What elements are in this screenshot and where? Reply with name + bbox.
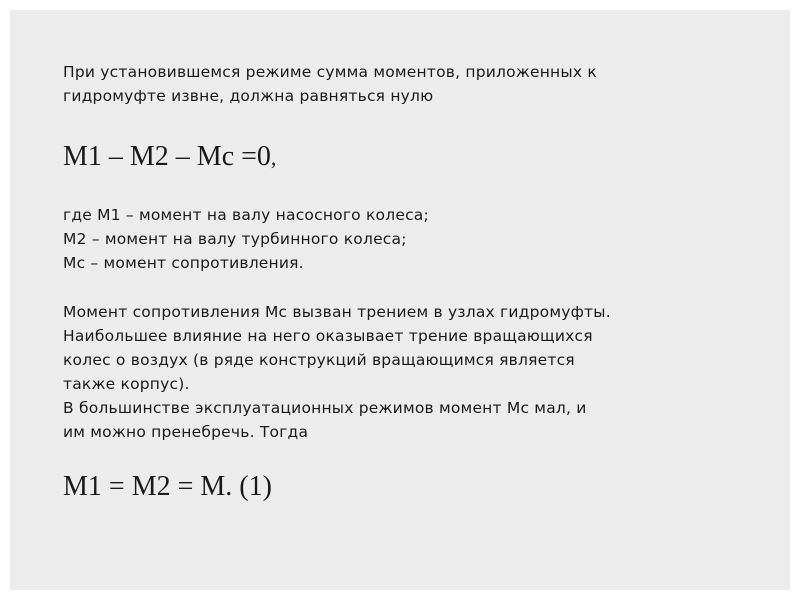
formula-moment-balance-text: M1 – M2 – Mc =0 [63, 141, 271, 172]
formula-equal-moments: M1 = M2 = M. (1) [63, 471, 272, 502]
explanation-paragraph [63, 300, 611, 444]
formula-moment-balance-comma: , [270, 145, 277, 170]
explanation-line-2: Наибольшее влияние на него оказывает трение вращающихся [63, 327, 593, 345]
slide [10, 10, 790, 590]
explanation-line-1: Момент сопротивления Мс вызван трением в узлах гидромуфты. [63, 303, 611, 321]
definition-m1: где М1 – момент на валу насосного колеса; [63, 206, 429, 224]
intro-paragraph [63, 60, 597, 108]
definitions-paragraph [63, 203, 429, 275]
explanation-line-4: также корпус). [63, 375, 190, 393]
definition-mc: Мс – момент сопротивления. [63, 254, 304, 272]
intro-line-1: При установившемся режиме сумма моментов, приложенных к [63, 63, 597, 81]
explanation-line-3: колес о воздух (в ряде конструкций вращающимся является [63, 351, 575, 369]
definition-m2: М2 – момент на валу турбинного колеса; [63, 230, 407, 248]
formula-moment-balance [63, 140, 276, 175]
intro-line-2: гидромуфте извне, должна равняться нулю [63, 87, 434, 105]
explanation-line-6: им можно пренебречь. Тогда [63, 423, 309, 441]
explanation-line-5: В большинстве эксплуатационных режимов момент Мс мал, и [63, 399, 587, 417]
